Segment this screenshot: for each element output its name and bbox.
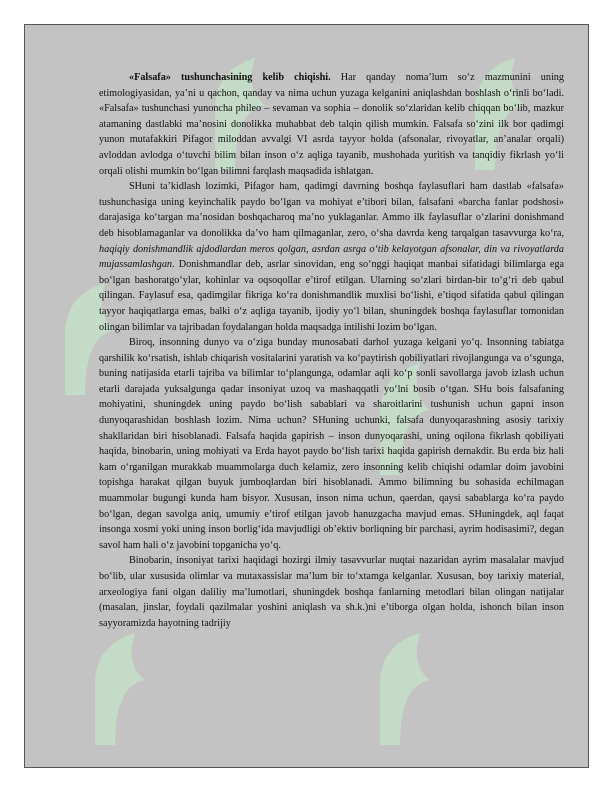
paragraph-3: Biroq, insonning dunyo va o‘ziga bunday munosabati darhol yuzaga kelgani yo‘q. Insonning tabiatga qarshilik ko‘rsatish, ishlab chiqarish vositalarini yaratish va ko‘paytirish qobiliyatlari rivojlangunga va o‘sgunga, buning natijasida etarli tajriba va bilimlar to‘plangunga, odamlar aqli ko‘p sonli savollarga javob izlash uchun etarli darajada yuksalgunga qadar insoniyat uzoq va mashaqqatli yo‘lni bosib o‘tgan. SHu bois falsafaning mohiyatini, shuningdek uning paydo bo‘lish sabablari va sharoitlarini tushunish uchun gapni inson dunyoqarashidan boshlash lozim. Nima uchun? SHuning uchunki, falsafa dunyoqarashning asosiy tarixiy shakllaridan biri hisoblanadi. Falsafa haqida gapirish – inson dunyoqarashi, uning oqilona fikrlash qobiliyati haqida, binobarin, uning mohiyati va Erda hayot paydo bo‘lish tarixi haqida gapirish demakdir. Bu erda biz hali kam o‘rganilgan murakkab muammolarga duch kelamiz, zero insonning kelib chiqishi odamlar doim javobini topishga harakat qilgan buyuk jumboqlardan biri hisoblanadi. Ammo bilimning bu sohasida echilmagan muammolar bugungi kunda ham bisyor. Xususan, inson nima uchun, qaerdan, qaysi sabablarga ko‘ra paydo bo‘lgan, degan savolga aniq, umumiy e’tirof etilgan javob hanuzgacha mavjud emas. SHuningdek, aql faqat insonga xosmi yoki uning inson borlig‘ida mavjudligi ob’ektiv borliqning bir parchasi, ayrim hodisasimi?, degan savol ham hali o‘z javobini topganicha yo‘q. (99, 337, 564, 551)
paragraph-4: Binobarin, insoniyat tarixi haqidagi hozirgi ilmiy tasavvurlar nuqtai nazaridan ayrim masalalar mavjud bo‘lib, ular xususida olimlar va mutaxassislar ma’lum bir to‘xtamga kelganlar. Xususan, boy tarixiy material, arxeologiya fani olgan daliliy ma’lumotlari, shuningdek boshqa fanlarning metodlari bilan olingan natijalar (masalan, jinslar, foydali qazilmalar yoshini aniqlash va sh.k.)ni e’tiborga olgan holda, ishonch bilan inson sayyoramizda hayotning tadrijiy (99, 555, 564, 629)
document-page (24, 24, 589, 768)
paragraph-2-text-b: . Donishmandlar deb, asrlar sinovidan, eng so‘nggi haqiqat manbai sifatidagi bilimlarga ega bo‘lgan bashoratgo‘ylar, kohinlar va oqsoqollar e’tirof etilgan. Ularning so‘zlari birdan-bir to‘g‘ri deb qabul qilingan. Faylasuf esa, qadimgilar fikriga ko‘ra donishmandlik muxlisi bo‘lishi, e’tiqod sifatida qabul qilingan tayyor haqiqatlarga emas, balki o‘z aqliga tayanib, ijodiy yo‘l bilan, shuningdek boshqa faylasuflar tomonidan olingan bilimlar va tajribadan foydalangan holda maqsadga intilishi lozim bo‘lgan. (99, 259, 564, 333)
document-body (99, 70, 564, 631)
paragraph-1 (99, 70, 564, 179)
leaf-logo-icon (85, 625, 155, 755)
paragraph-2 (99, 179, 564, 335)
paragraph-1-text: Har qanday noma’lum so‘z mazmunini uning etimologiyasidan, ya’ni u qachon, qanday va nima uchun yuzaga kelganini aniqlashdan boshlash o‘rinli bo‘ladi. «Falsafa» tushunchasi yunoncha phileo – sevaman va sophia – donolik so‘zlaridan kelib chiqqan bo‘lib, mazkur atamaning dastlabki ma’nosini donolikka muhabbat deb talqin qilish mumkin. Falsafa so‘zini ilk bor qadimgi yunon mutafakkiri Pifagor miloddan avvalgi VI asrda tayyor holda (afsonalar, rivoyatlar, an’analar orqali) avloddan avlodga o‘tuvchi bilim bilan inson o‘z aqliga tayanib, mushohada yuritish va tanqidiy fikrlash yo‘li orqali olishi mumkin bo‘lgan bilimni farqlash maqsadida ishlatgan. (99, 72, 564, 177)
paragraph-2-text-a: SHuni ta’kidlash lozimki, Pifagor ham, qadimgi davrning boshqa faylasuflari ham dastlab «falsafa» tushunchasiga uning keyinchalik paydo bo‘lgan va mohiyat e’tibori bilan, falsafani «barcha fanlar podshosi» darajasiga ko‘targan ma’nosidan boshqacharoq ma’no yuklaganlar. Ammo ilk faylasuflar o‘zlarini donishmand deb hisoblamaganlar va donolikka da’vo ham qilmaganlar, zero, o‘sha davrda keng tarqalgan tasavvurga ko‘ra, (99, 181, 564, 239)
section-heading: «Falsafa» tushunchasining kelib chiqishi. (129, 72, 331, 83)
leaf-logo-icon (370, 625, 440, 755)
paragraph-2-italic: haqiqiy donishmandlik ajdodlardan meros qolgan, asrdan asrga o‘tib kelayotgan afsonalar, din va rivoyatlarda mujassamlashgan (99, 243, 564, 271)
